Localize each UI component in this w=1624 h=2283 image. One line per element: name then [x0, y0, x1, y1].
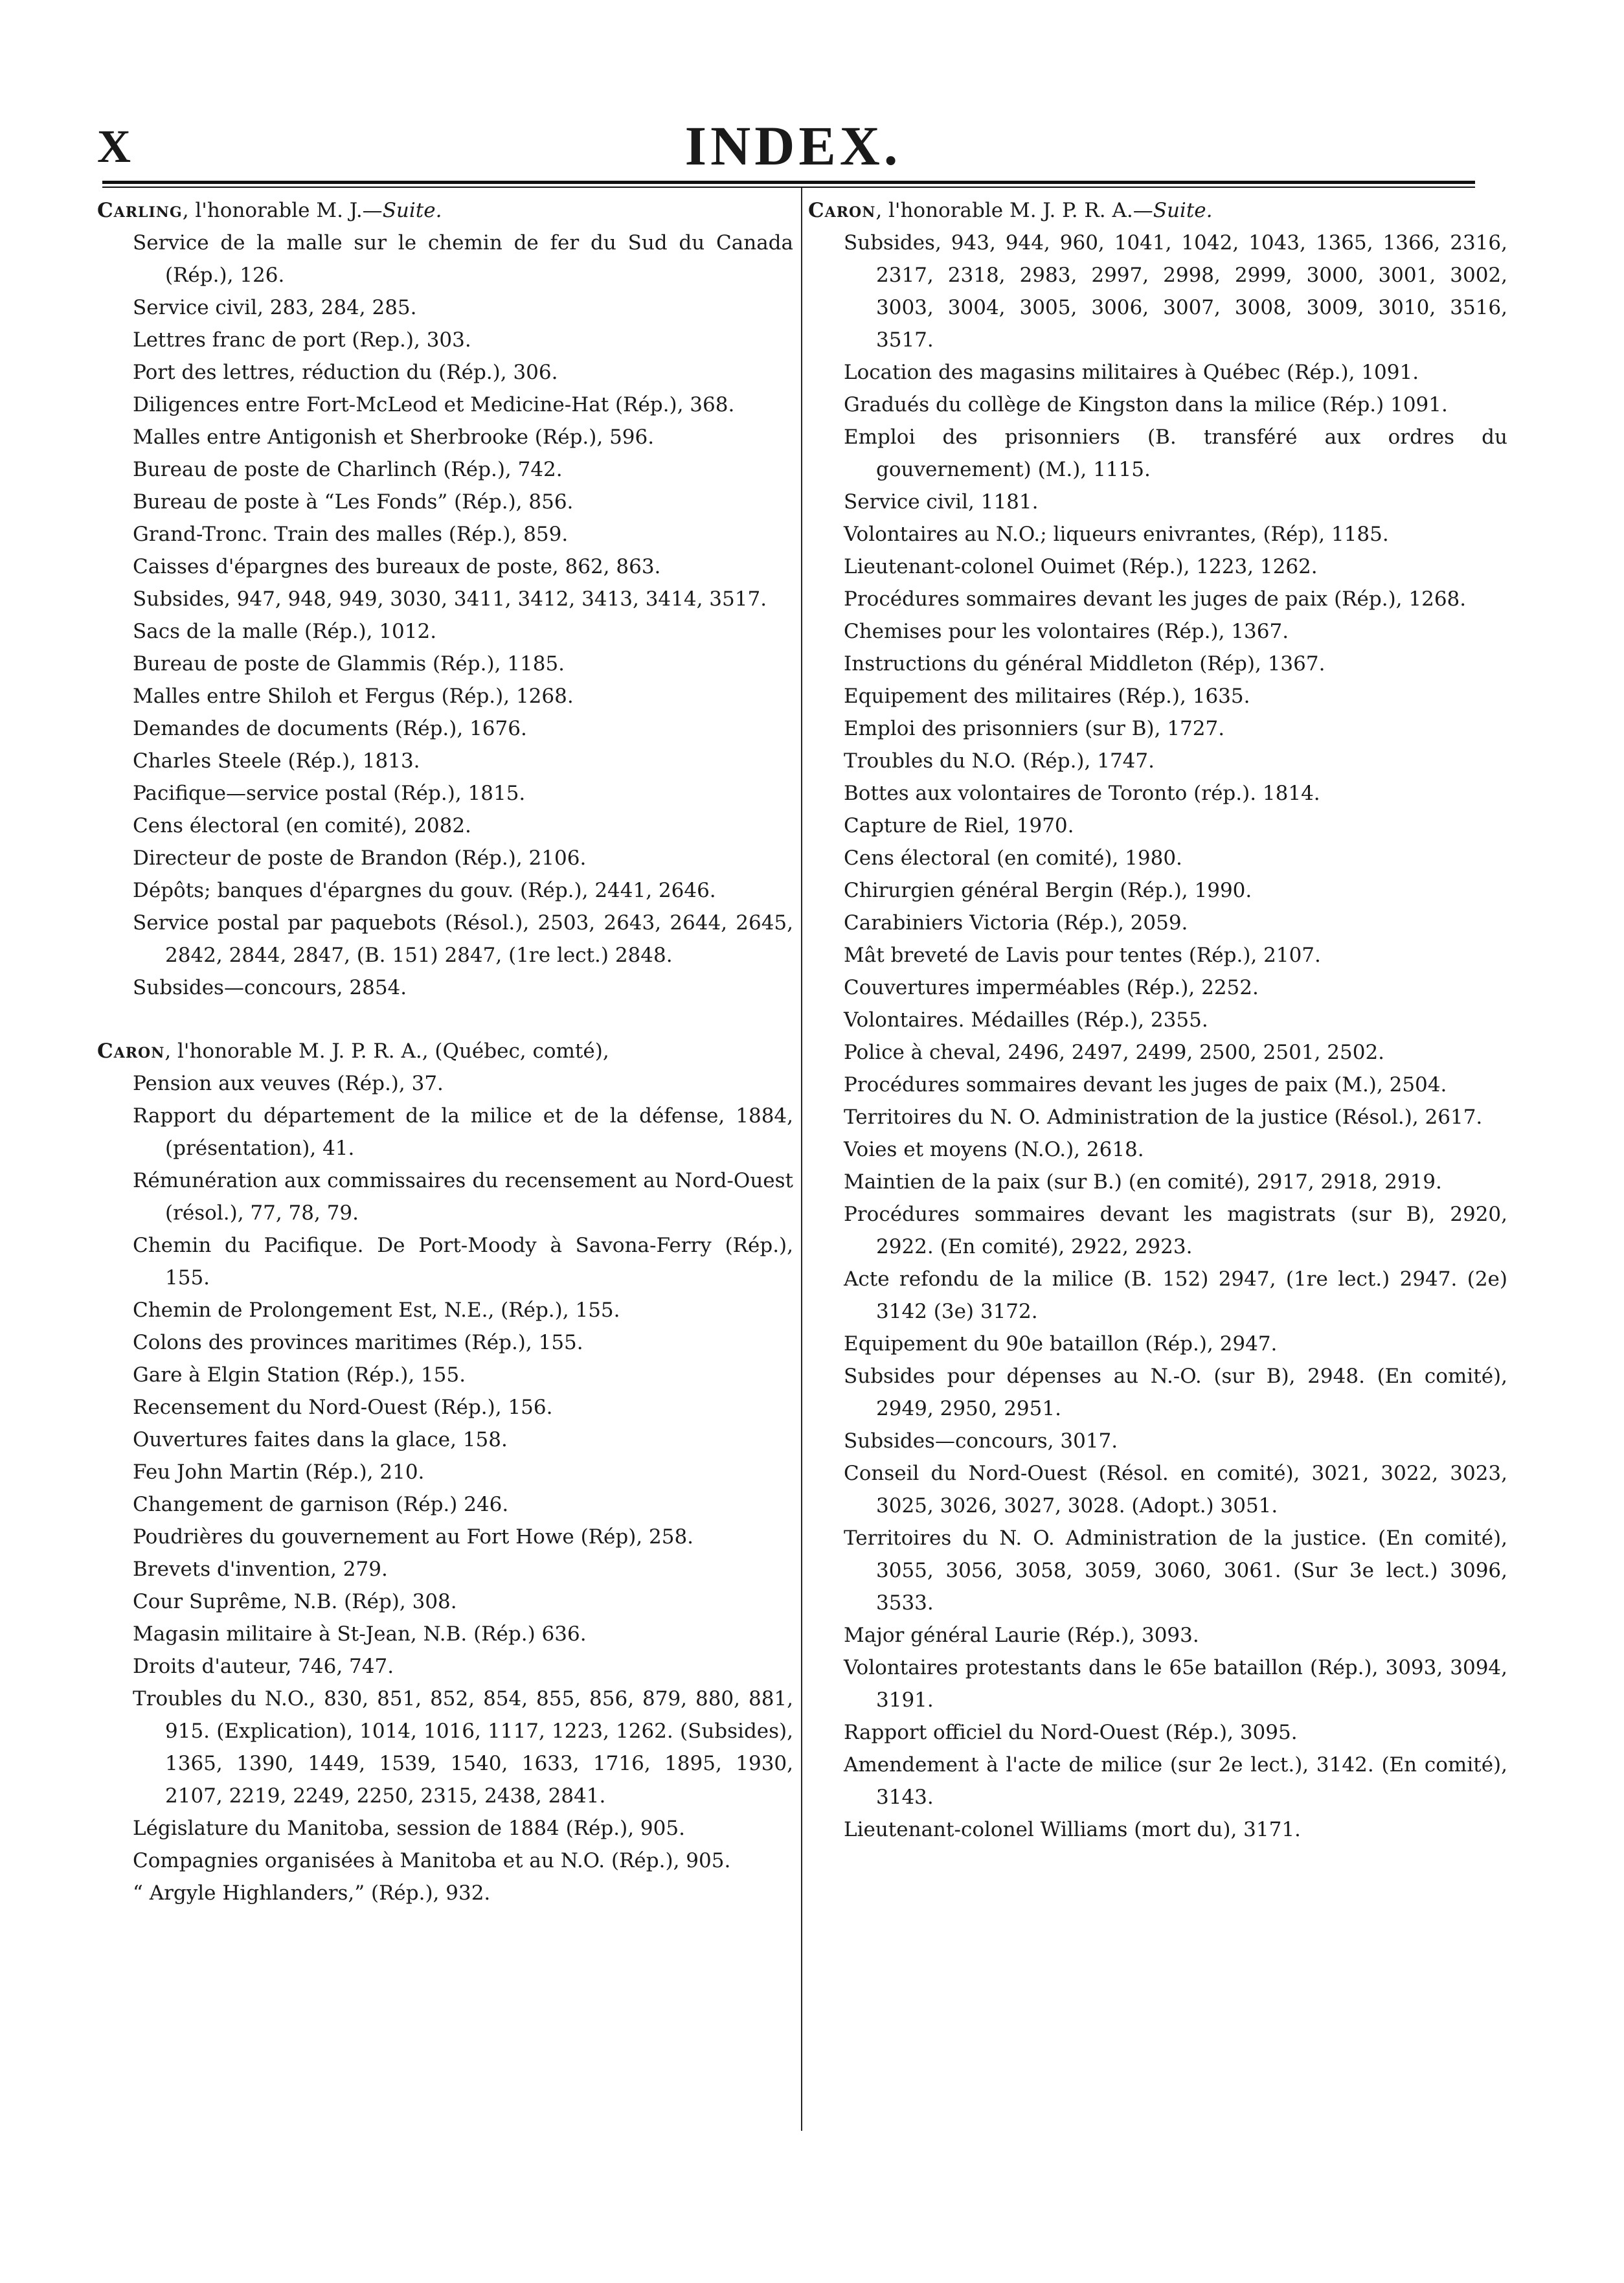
- index-item: Gare à Elgin Station (Rép.), 155.: [133, 1363, 466, 1387]
- index-item: Dépôts; banques d'épargnes du gouv. (Rép.), 2441, 2646.: [133, 879, 716, 902]
- entry-suite: Suite.: [382, 199, 442, 222]
- entry-suite: Suite.: [1153, 199, 1213, 222]
- index-item: Maintien de la paix (sur B.) (en comité), 2917, 2918, 2919.: [844, 1170, 1442, 1194]
- index-item: Territoires du N. O. Administration de la justice (Résol.), 2617.: [844, 1106, 1483, 1129]
- index-item: Volontaires. Médailles (Rép.), 2355.: [844, 1008, 1208, 1032]
- entry-name: Carling: [97, 199, 183, 222]
- entry-title-rest: , l'honorable M. J. P. R. A.—: [875, 199, 1153, 222]
- index-item: Magasin militaire à St-Jean, N.B. (Rép.) 636.: [133, 1622, 587, 1646]
- entry-name: Caron: [808, 199, 876, 222]
- index-item: Territoires du N. O. Administration de la justice. (En comité), 3055, 3056, 3058, 3059, 3060, 3061. (Sur 3e lect.) 3096, 3533.: [844, 1527, 1507, 1615]
- header-rule-thick: [102, 181, 1475, 184]
- index-item: Voies et moyens (N.O.), 2618.: [844, 1138, 1144, 1161]
- left-column: [97, 194, 793, 1909]
- page-number: X: [97, 120, 131, 172]
- index-item: Lieutenant-colonel Williams (mort du), 3171.: [844, 1818, 1301, 1841]
- index-item: Volontaires protestants dans le 65e bataillon (Rép.), 3093, 3094, 3191.: [844, 1656, 1507, 1712]
- index-item: Feu John Martin (Rép.), 210.: [133, 1460, 425, 1484]
- index-item: Lieutenant-colonel Ouimet (Rép.), 1223, 1262.: [844, 555, 1318, 578]
- index-item: Bureau de poste de Charlinch (Rép.), 742.: [133, 458, 563, 481]
- page-header: [97, 113, 1489, 185]
- index-item: Bureau de poste de Glammis (Rép.), 1185.: [133, 652, 565, 676]
- entry-items: [97, 227, 793, 1004]
- index-item: “ Argyle Highlanders,” (Rép.), 932.: [133, 1881, 491, 1905]
- index-entry: [97, 1035, 793, 1909]
- index-item: Troubles du N.O., 830, 851, 852, 854, 855, 856, 879, 880, 881, 915. (Explication), 1014, 1016, 1117, 1223, 1262. (Subsides), 1365, 1390, 1449, 1539, 1540, 1633, 1716, 1895, 1930, 2107, 2219, 2249, 2250, 2315, 2438, 2841.: [133, 1687, 793, 1808]
- entry-heading: [808, 194, 1507, 227]
- index-item: Pacifique—service postal (Rép.), 1815.: [133, 782, 526, 805]
- column-divider: [801, 188, 802, 2131]
- index-item: Brevets d'invention, 279.: [133, 1558, 388, 1581]
- entry-items: [808, 227, 1507, 1846]
- entry-heading: [97, 194, 793, 227]
- index-item: Equipement du 90e bataillon (Rép.), 2947.: [844, 1332, 1278, 1356]
- index-item: Carabiniers Victoria (Rép.), 2059.: [844, 911, 1188, 935]
- index-item: Service civil, 283, 284, 285.: [133, 296, 417, 319]
- index-item: Procédures sommaires devant les juges de paix (Rép.), 1268.: [844, 587, 1467, 611]
- index-item: Colons des provinces maritimes (Rép.), 155.: [133, 1331, 583, 1354]
- entry-name: Caron: [97, 1039, 165, 1063]
- index-item: Troubles du N.O. (Rép.), 1747.: [844, 749, 1155, 773]
- index-item: Cens électoral (en comité), 2082.: [133, 814, 471, 837]
- index-item: Equipement des militaires (Rép.), 1635.: [844, 685, 1250, 708]
- index-item: Subsides pour dépenses au N.-O. (sur B), 2948. (En comité), 2949, 2950, 2951.: [844, 1365, 1507, 1420]
- index-item: Service civil, 1181.: [844, 490, 1039, 514]
- entry-title-rest: , l'honorable M. J. P. R. A., (Québec, comté),: [164, 1039, 609, 1063]
- index-item: Volontaires au N.O.; liqueurs enivrantes, (Rép), 1185.: [844, 523, 1389, 546]
- index-item: Ouvertures faites dans la glace, 158.: [133, 1428, 508, 1451]
- index-item: Chemin du Pacifique. De Port-Moody à Savona-Ferry (Rép.), 155.: [133, 1234, 793, 1289]
- index-item: Bottes aux volontaires de Toronto (rép.). 1814.: [844, 782, 1320, 805]
- index-item: Rapport du département de la milice et de la défense, 1884, (présentation), 41.: [133, 1104, 793, 1160]
- index-item: Couvertures imperméables (Rép.), 2252.: [844, 976, 1259, 999]
- index-item: Lettres franc de port (Rep.), 303.: [133, 328, 471, 352]
- header-rule-thin: [102, 187, 1475, 188]
- index-item: Service de la malle sur le chemin de fer du Sud du Canada (Rép.), 126.: [133, 231, 793, 287]
- index-item: Procédures sommaires devant les magistrats (sur B), 2920, 2922. (En comité), 2922, 2923.: [844, 1203, 1507, 1258]
- index-item: Location des magasins militaires à Québec (Rép.), 1091.: [844, 361, 1419, 384]
- index-item: Cour Suprême, N.B. (Rép), 308.: [133, 1590, 457, 1613]
- entry-heading: [97, 1035, 793, 1067]
- index-item: Cens électoral (en comité), 1980.: [844, 846, 1182, 870]
- index-item: Législature du Manitoba, session de 1884 (Rép.), 905.: [133, 1817, 685, 1840]
- index-item: Diligences entre Fort-McLeod et Medicine-Hat (Rép.), 368.: [133, 393, 735, 416]
- index-item: Amendement à l'acte de milice (sur 2e lect.), 3142. (En comité), 3143.: [844, 1753, 1507, 1809]
- index-item: Compagnies organisées à Manitoba et au N.O. (Rép.), 905.: [133, 1849, 731, 1872]
- index-entry: [808, 194, 1507, 1846]
- index-item: Changement de garnison (Rép.) 246.: [133, 1493, 509, 1516]
- index-item: Emploi des prisonniers (sur B), 1727.: [844, 717, 1225, 740]
- index-item: Mât breveté de Lavis pour tentes (Rép.), 2107.: [844, 944, 1321, 967]
- entry-items: [97, 1067, 793, 1909]
- index-item: Subsides, 943, 944, 960, 1041, 1042, 1043, 1365, 1366, 2316, 2317, 2318, 2983, 2997, 2998, 2999, 3000, 3001, 3002, 3003, 3004, 3005, 3006, 3007, 3008, 3009, 3010, 3516, 3517.: [844, 231, 1507, 352]
- index-item: Sacs de la malle (Rép.), 1012.: [133, 620, 437, 643]
- index-item: Subsides, 947, 948, 949, 3030, 3411, 3412, 3413, 3414, 3517.: [133, 587, 767, 611]
- index-item: Emploi des prisonniers (B. transféré aux ordres du gouvernement) (M.), 1115.: [844, 426, 1507, 481]
- index-item: Bureau de poste à “Les Fonds” (Rép.), 856.: [133, 490, 574, 514]
- index-item: Poudrières du gouvernement au Fort Howe (Rép), 258.: [133, 1525, 694, 1549]
- entry-spacer: [97, 1004, 793, 1035]
- index-item: Charles Steele (Rép.), 1813.: [133, 749, 420, 773]
- index-item: Droits d'auteur, 746, 747.: [133, 1655, 394, 1678]
- index-item: Grand-Tronc. Train des malles (Rép.), 859.: [133, 523, 569, 546]
- index-item: Chemin de Prolongement Est, N.E., (Rép.), 155.: [133, 1299, 620, 1322]
- index-item: Chemises pour les volontaires (Rép.), 1367.: [844, 620, 1289, 643]
- index-item: Subsides—concours, 2854.: [133, 976, 407, 999]
- entry-title-rest: , l'honorable M. J.—: [182, 199, 383, 222]
- index-item: Service postal par paquebots (Résol.), 2503, 2643, 2644, 2645, 2842, 2844, 2847, (B. 151) 2847, (1re lect.) 2848.: [133, 911, 793, 967]
- index-item: Port des lettres, réduction du (Rép.), 306.: [133, 361, 558, 384]
- index-item: Chirurgien général Bergin (Rép.), 1990.: [844, 879, 1252, 902]
- page-title: INDEX.: [684, 115, 902, 177]
- index-item: Instructions du général Middleton (Rép), 1367.: [844, 652, 1325, 676]
- index-item: Malles entre Shiloh et Fergus (Rép.), 1268.: [133, 685, 574, 708]
- index-item: Major général Laurie (Rép.), 3093.: [844, 1624, 1199, 1647]
- index-item: Gradués du collège de Kingston dans la milice (Rép.) 1091.: [844, 393, 1448, 416]
- index-item: Acte refondu de la milice (B. 152) 2947, (1re lect.) 2947. (2e) 3142 (3e) 3172.: [844, 1267, 1507, 1323]
- index-item: Recensement du Nord-Ouest (Rép.), 156.: [133, 1396, 553, 1419]
- index-item: Subsides—concours, 3017.: [844, 1429, 1118, 1453]
- index-item: Pension aux veuves (Rép.), 37.: [133, 1072, 444, 1095]
- index-item: Police à cheval, 2496, 2497, 2499, 2500, 2501, 2502.: [844, 1041, 1385, 1064]
- index-entry: [97, 194, 793, 1004]
- index-item: Capture de Riel, 1970.: [844, 814, 1074, 837]
- index-item: Procédures sommaires devant les juges de paix (M.), 2504.: [844, 1073, 1447, 1096]
- index-item: Conseil du Nord-Ouest (Résol. en comité), 3021, 3022, 3023, 3025, 3026, 3027, 3028. (Adopt.) 3051.: [844, 1462, 1507, 1517]
- right-column: [808, 194, 1507, 1846]
- index-item: Demandes de documents (Rép.), 1676.: [133, 717, 527, 740]
- index-item: Rapport officiel du Nord-Ouest (Rép.), 3095.: [844, 1721, 1298, 1744]
- index-item: Malles entre Antigonish et Sherbrooke (Rép.), 596.: [133, 426, 655, 449]
- index-item: Rémunération aux commissaires du recensement au Nord-Ouest (résol.), 77, 78, 79.: [133, 1169, 793, 1225]
- index-item: Directeur de poste de Brandon (Rép.), 2106.: [133, 846, 587, 870]
- index-item: Caisses d'épargnes des bureaux de poste, 862, 863.: [133, 555, 661, 578]
